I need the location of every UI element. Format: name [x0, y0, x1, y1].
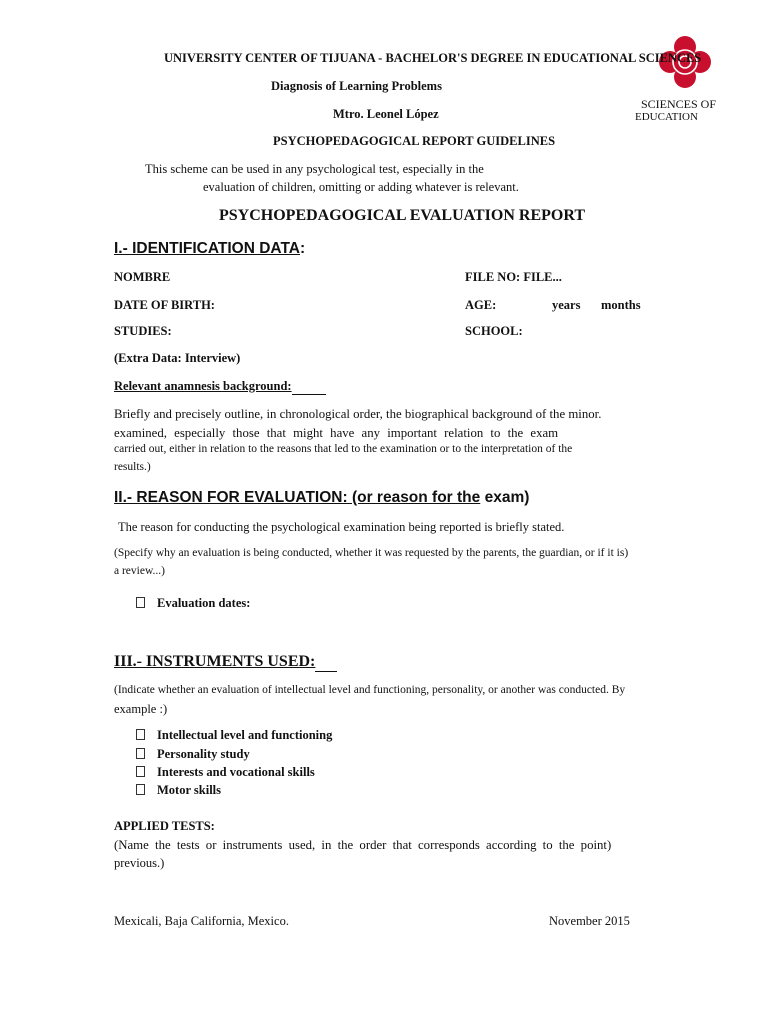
footer-date: November 2015	[549, 914, 630, 928]
intro-line2: evaluation of children, omitting or adding whatever is relevant.	[203, 180, 519, 194]
field-age: AGE:	[465, 298, 497, 312]
anamnesis-underline	[292, 379, 326, 395]
instrument-label: Intellectual level and functioning	[157, 728, 333, 742]
section1-heading	[114, 240, 305, 258]
anamnesis-line1: Briefly and precisely outline, in chronological order, the biographical background of the minor.	[114, 407, 602, 421]
guidelines-title: PSYCHOPEDAGOGICAL REPORT GUIDELINES	[273, 134, 556, 148]
anamnesis-line4: results.)	[114, 461, 151, 473]
checkbox-icon	[136, 766, 145, 777]
teacher-name: Mtro. Leonel López	[333, 107, 439, 121]
university-title: UNIVERSITY CENTER OF TIJUANA - BACHELOR'S DEGREE IN EDUCATIONAL SCIENCES	[164, 51, 702, 65]
anamnesis-line3: carried out, either in relation to the reasons that led to the examination or to the interpretation of the	[114, 443, 573, 455]
instrument-label: Interests and vocational skills	[157, 765, 315, 779]
checkbox-icon	[136, 784, 145, 795]
instrument-item	[136, 783, 221, 798]
applied-tests-line2: previous.)	[114, 856, 165, 870]
evaluation-dates-item	[136, 596, 250, 611]
extra-data: (Extra Data: Interview)	[114, 351, 241, 365]
anamnesis-heading	[114, 379, 326, 395]
anamnesis-line2: examined, especially those that might have any important relation to the exam	[114, 426, 559, 440]
field-months: months	[601, 298, 641, 312]
report-title: PSYCHOPEDAGOGICAL EVALUATION REPORT	[219, 207, 586, 224]
field-name: NOMBRE	[114, 270, 171, 284]
evaluation-dates-label: Evaluation dates:	[157, 596, 251, 610]
section2-heading	[114, 489, 529, 507]
section3-heading	[114, 653, 337, 672]
section2-title-rest: exam)	[480, 489, 530, 506]
section1-colon: :	[299, 240, 306, 257]
section3-underline	[315, 653, 337, 672]
section3-note-line2: example :)	[114, 702, 168, 716]
logo-text-line1: SCIENCES OF	[641, 97, 717, 111]
footer-place: Mexicali, Baja California, Mexico.	[114, 914, 289, 928]
section2-text2-line1: (Specify why an evaluation is being conducted, whether it was requested by the parents, the guardian, or if it is)	[114, 547, 629, 559]
anamnesis-title: Relevant anamnesis background:	[114, 379, 292, 393]
checkbox-icon	[136, 597, 145, 608]
applied-tests-title: APPLIED TESTS:	[114, 819, 215, 833]
instrument-label: Motor skills	[157, 783, 222, 797]
instrument-item	[136, 728, 332, 743]
logo-text-line2: EDUCATION	[635, 111, 698, 123]
instrument-item	[136, 747, 250, 762]
field-school: SCHOOL:	[465, 324, 523, 338]
applied-tests-line1: (Name the tests or instruments used, in the order that corresponds according to the point)	[114, 838, 612, 852]
section3-title: III.- INSTRUMENTS USED:	[114, 653, 316, 670]
instrument-label: Personality study	[157, 747, 250, 761]
section2-title-underlined: II.- REASON FOR EVALUATION: (or reason for the	[114, 489, 481, 506]
section2-text1: The reason for conducting the psychological examination being reported is briefly stated.	[118, 520, 565, 534]
course-title: Diagnosis of Learning Problems	[271, 79, 442, 93]
intro-line1: This scheme can be used in any psychological test, especially in the	[145, 162, 484, 176]
field-years: years	[552, 298, 581, 312]
instrument-item	[136, 765, 315, 780]
section3-note-line1: (Indicate whether an evaluation of intellectual level and functioning, personality, or another was conducted. By	[114, 684, 626, 696]
section2-text2-line2: a review...)	[114, 565, 165, 577]
field-studies: STUDIES:	[114, 324, 172, 338]
checkbox-icon	[136, 729, 145, 740]
section1-title: I.- IDENTIFICATION DATA	[114, 240, 300, 257]
checkbox-icon	[136, 748, 145, 759]
field-file-no: FILE NO: FILE...	[465, 270, 562, 284]
field-dob: DATE OF BIRTH:	[114, 298, 215, 312]
